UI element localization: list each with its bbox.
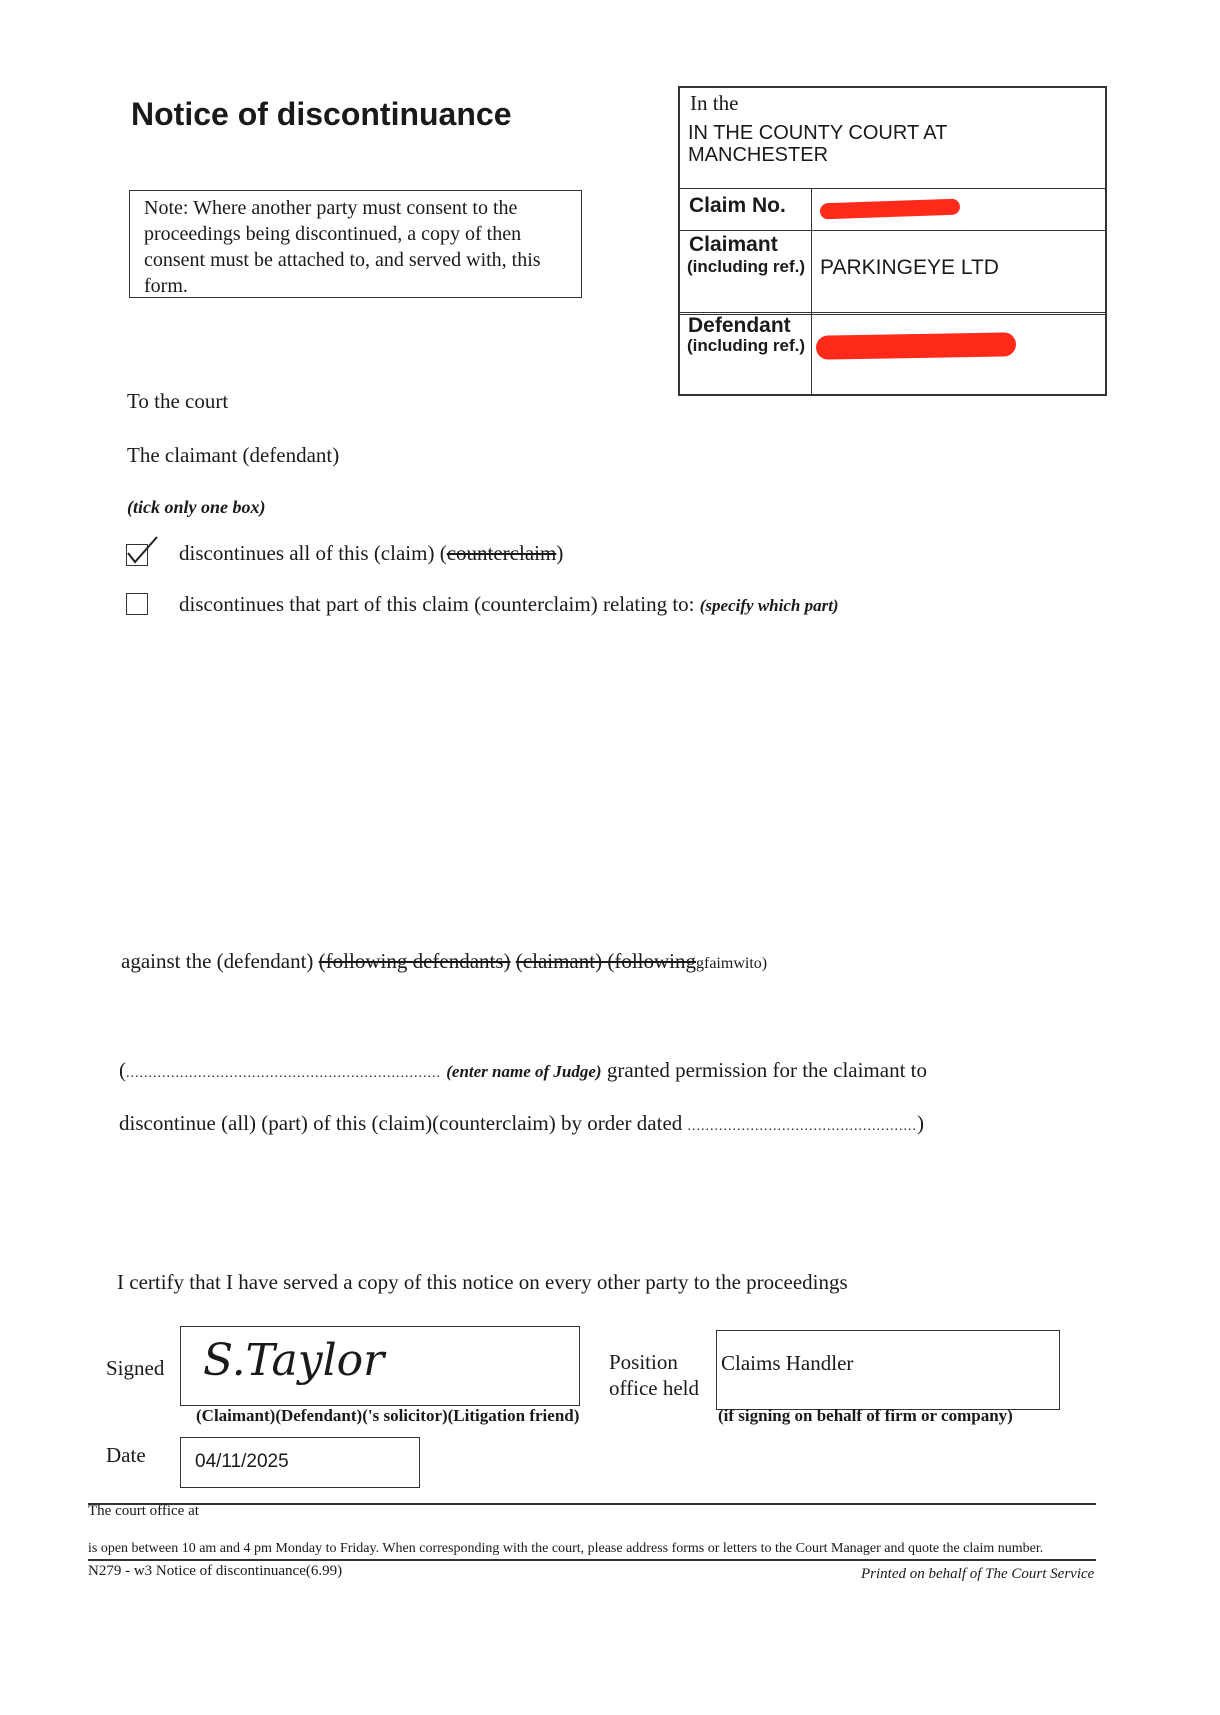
order-line — [119, 1111, 924, 1136]
footer-bottom-rule — [88, 1559, 1096, 1561]
option1-struck-text: counterclaim — [446, 541, 557, 565]
judge-text: granted permission for the claimant to — [606, 1058, 928, 1082]
against-a: against the (defendant) — [121, 949, 314, 973]
date-label: Date — [106, 1443, 146, 1467]
claimant-row-divider — [680, 230, 1105, 231]
option2-text: discontinues that part of this claim (counterclaim) relating to: — [179, 592, 695, 616]
tick-mark-icon — [125, 535, 159, 565]
option-discontinue-all — [179, 541, 563, 566]
option2-hint: (specify which part) — [699, 596, 839, 615]
position-box[interactable] — [716, 1330, 1060, 1410]
signed-caption: (Claimant)(Defendant)('s solicitor)(Litigation friend) — [196, 1406, 580, 1425]
defendant-ref-label: (including ref.) — [687, 336, 806, 355]
claimant-ref-label: (including ref.) — [687, 257, 806, 276]
defendant-label: Defendant — [688, 314, 791, 337]
form-code: N279 - w3 Notice of discontinuance(6.99) — [88, 1563, 343, 1579]
against-d: gfaimwito) — [696, 955, 768, 972]
judge-line — [119, 1058, 927, 1083]
date-value: 04/11/2025 — [195, 1451, 289, 1472]
claim-no-redaction — [820, 199, 960, 220]
claimant-defendant-text: The claimant (defendant) — [127, 443, 340, 467]
judge-name-dots[interactable]: ...................................................................... — [126, 1066, 441, 1081]
claimant-value: PARKINGEYE LTD — [820, 256, 999, 279]
date-box[interactable] — [180, 1437, 420, 1488]
judge-open: ( — [119, 1058, 126, 1082]
discontinue-part-checkbox[interactable] — [126, 593, 148, 615]
discontinue-all-checkbox[interactable] — [126, 544, 148, 566]
position-label-line2: office held — [609, 1376, 699, 1400]
tick-instruction: (tick only one box) — [127, 497, 266, 517]
certify-statement: I certify that I have served a copy of this notice on every other party to the proceedings — [117, 1270, 848, 1294]
position-label-line1: Position — [609, 1350, 678, 1374]
in-the-label: In the — [690, 91, 739, 115]
table-column-divider — [811, 188, 812, 394]
signature-value: S.Taylor — [203, 1335, 385, 1386]
order-text: discontinue (all) (part) of this (claim)(counterclaim) by order dated — [119, 1111, 683, 1135]
against-line — [121, 949, 767, 974]
against-c: (claimant) (following — [515, 949, 696, 973]
signed-label: Signed — [106, 1356, 165, 1380]
court-name-line1: IN THE COUNTY COURT AT — [688, 122, 948, 144]
option1-text: discontinues all of this (claim) ( — [179, 541, 447, 565]
printed-by: Printed on behalf of The Court Service — [861, 1566, 1095, 1582]
order-date-dots[interactable]: ................................................... — [687, 1119, 918, 1134]
option-discontinue-part — [179, 592, 839, 617]
to-the-court: To the court — [127, 389, 229, 413]
position-value: Claims Handler — [721, 1351, 854, 1375]
court-name-line2: MANCHESTER — [688, 144, 829, 166]
claim-no-row-divider — [680, 188, 1105, 189]
order-close: ) — [917, 1111, 925, 1135]
court-details-table — [678, 86, 1107, 396]
position-caption: (if signing on behalf of firm or company) — [718, 1406, 1013, 1425]
defendant-redaction — [816, 332, 1016, 359]
signature-box[interactable] — [180, 1326, 580, 1406]
footer-top-rule — [88, 1503, 1096, 1505]
opening-hours-text: is open between 10 am and 4 pm Monday to Friday. When corresponding with the court, please address forms or letters to the Court Manager and quote the claim number. — [88, 1541, 1044, 1556]
against-b: (following defendants) — [318, 949, 511, 973]
consent-note: Note: Where another party must consent to the proceedings being discontinued, a copy of then consent must be attached to, and served with, this form. — [129, 190, 582, 298]
judge-hint: (enter name of Judge) — [446, 1062, 602, 1081]
option1-close: ) — [556, 541, 564, 565]
claim-no-label: Claim No. — [689, 194, 786, 217]
claimant-label: Claimant — [689, 233, 778, 256]
court-office-label: The court office at — [88, 1503, 199, 1519]
page-title: Notice of discontinuance — [131, 96, 512, 132]
